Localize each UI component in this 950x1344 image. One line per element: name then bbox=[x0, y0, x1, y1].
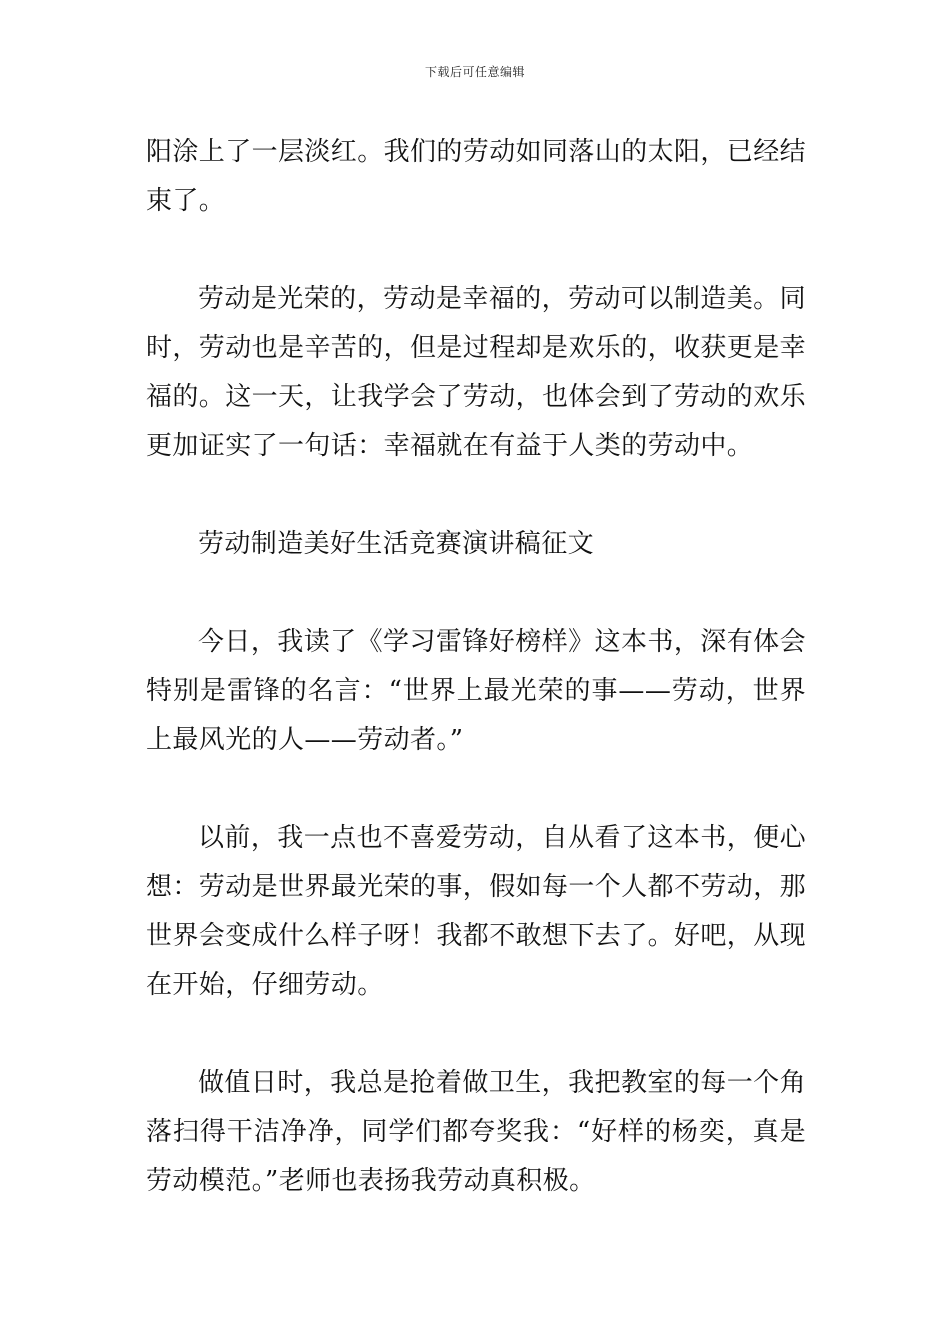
paragraph-lei-feng: 今日，我读了《学习雷锋好榜样》这本书，深有体会特别是雷锋的名言：“世界上最光荣的事——劳动，世界上最风光的人——劳动者。” bbox=[146, 627, 806, 755]
document-body bbox=[146, 128, 806, 1206]
paragraph-before: 以前，我一点也不喜爱劳动，自从看了这本书，便心想：劳动是世界最光荣的事，假如每一个人都不劳动，那世界会变成什么样子呀！我都不敢想下去了。好吧，从现在开始，仔细劳动。 bbox=[146, 823, 807, 1000]
paragraph-labor-glory: 劳动是光荣的，劳动是幸福的，劳动可以制造美。同时，劳动也是辛苦的，但是过程却是欢乐的，收获更是幸福的。这一天，让我学会了劳动，也体会到了劳动的欢乐更加证实了一句话：幸福就在有益于人类的劳动中。 bbox=[146, 284, 807, 461]
essay-title: 劳动制造美好生活竞赛演讲稿征文 bbox=[198, 529, 595, 559]
page-header-note: 下载后可任意编辑 bbox=[424, 65, 525, 79]
paragraph-continuation: 阳涂上了一层淡红。我们的劳动如同落山的太阳，已经结束了。 bbox=[146, 137, 807, 216]
paragraph-duty-day: 做值日时，我总是抢着做卫生，我把教室的每一个角落扫得干洁净净，同学们都夸奖我：“好样的杨奕，真是劳动模范。”老师也表扬我劳动真积极。 bbox=[146, 1068, 806, 1196]
